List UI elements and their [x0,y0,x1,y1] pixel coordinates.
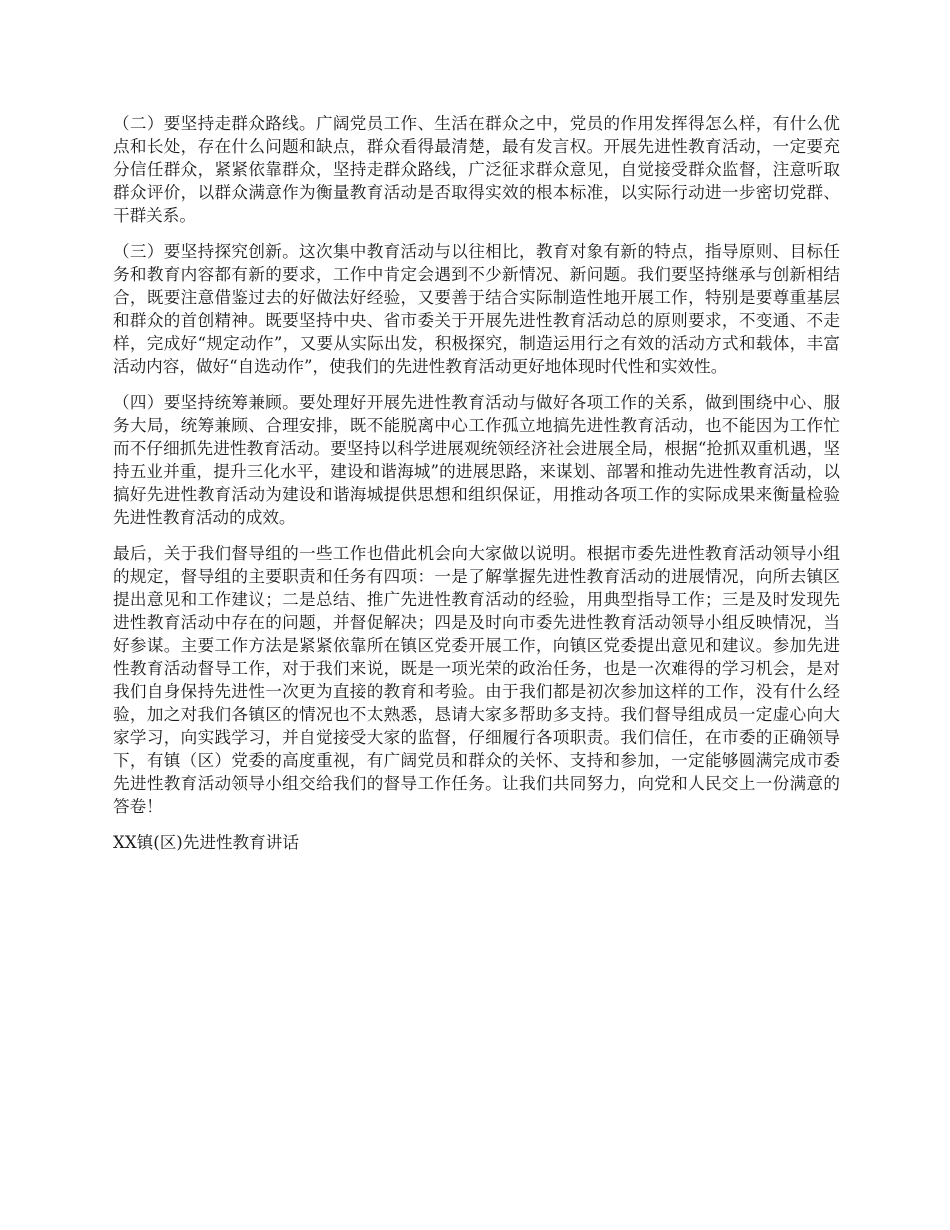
document-footer-title: XX镇(区)先进性教育讲话 [113,833,299,852]
paragraph-mass-line: （二）要坚持走群众路线。广阔党员工作、生活在群众之中，党员的作用发挥得怎么样，有什么优点和长处，存在什么问题和缺点，群众看得最清楚，最有发言权。开展先进性教育活动，一定要充分信任群众，紧紧依靠群众，坚持走群众路线，广泛征求群众意见，自觉接受群众监督，注意听取群众评价，以群众满意作为衡量教育活动是否取得实效的根本标准，以实际行动进一步密切党群、干群关系。 [113,114,840,225]
paragraph-coordination: （四）要坚持统筹兼顾。要处理好开展先进性教育活动与做好各项工作的关系，做到围绕中心、服务大局，统筹兼顾、合理安排，既不能脱离中心工作孤立地搞先进性教育活动，也不能因为工作忙而不仔细抓先进性教育活动。要坚持以科学进展观统领经济社会进展全局，根据“抢抓双重机遇，坚持五业并重，提升三化水平，建设和谐海城”的进展思路，来谋划、部署和推动先进性教育活动，以搞好先进性教育活动为建设和谐海城提供思想和组织保证，用推动各项工作的实际成果来衡量检验先进性教育活动的成效。 [113,393,840,527]
document-body [113,112,840,854]
paragraph-supervision-group: 最后，关于我们督导组的一些工作也借此机会向大家做以说明。根据市委先进性教育活动领导小组的规定，督导组的主要职责和任务有四项：一是了解掌握先进性教育活动的进展情况，向所去镇区提出意见和工作建议；二是总结、推广先进性教育活动的经验，用典型指导工作；三是及时发现先进性教育活动中存在的问题，并督促解决；四是及时向市委先进性教育活动领导小组反映情况，当好参谋。主要工作方法是紧紧依靠所在镇区党委开展工作，向镇区党委提出意见和建议。参加先进性教育活动督导工作，对于我们来说，既是一项光荣的政治任务，也是一次难得的学习机会，是对我们自身保持先进性一次更为直接的教育和考验。由于我们都是初次参加这样的工作，没有什么经验，加之对我们各镇区的情况也不太熟悉，恳请大家多帮助多支持。我们督导组成员一定虚心向大家学习，向实践学习，并自觉接受大家的监督，仔细履行各项职责。我们信任，在市委的正确领导下，有镇（区）党委的高度重视，有广阔党员和群众的关怀、支持和参加，一定能够圆满完成市委先进性教育活动领导小组交给我们的督导工作任务。让我们共同努力，向党和人民交上一份满意的答卷！ [113,544,840,816]
paragraph-innovation: （三）要坚持探究创新。这次集中教育活动与以往相比，教育对象有新的特点，指导原则、目标任务和教育内容都有新的要求，工作中肯定会遇到不少新情况、新问题。我们要坚持继承与创新相结合，既要注意借鉴过去的好做法好经验，又要善于结合实际制造性地开展工作，特别是要尊重基层和群众的首创精神。既要坚持中央、省市委关于开展先进性教育活动总的原则要求，不变通、不走样，完成好“规定动作”，又要从实际出发，积极探究，制造运用行之有效的活动方式和载体，丰富活动内容，做好“自选动作”，使我们的先进性教育活动更好地体现时代性和实效性。 [113,242,840,376]
